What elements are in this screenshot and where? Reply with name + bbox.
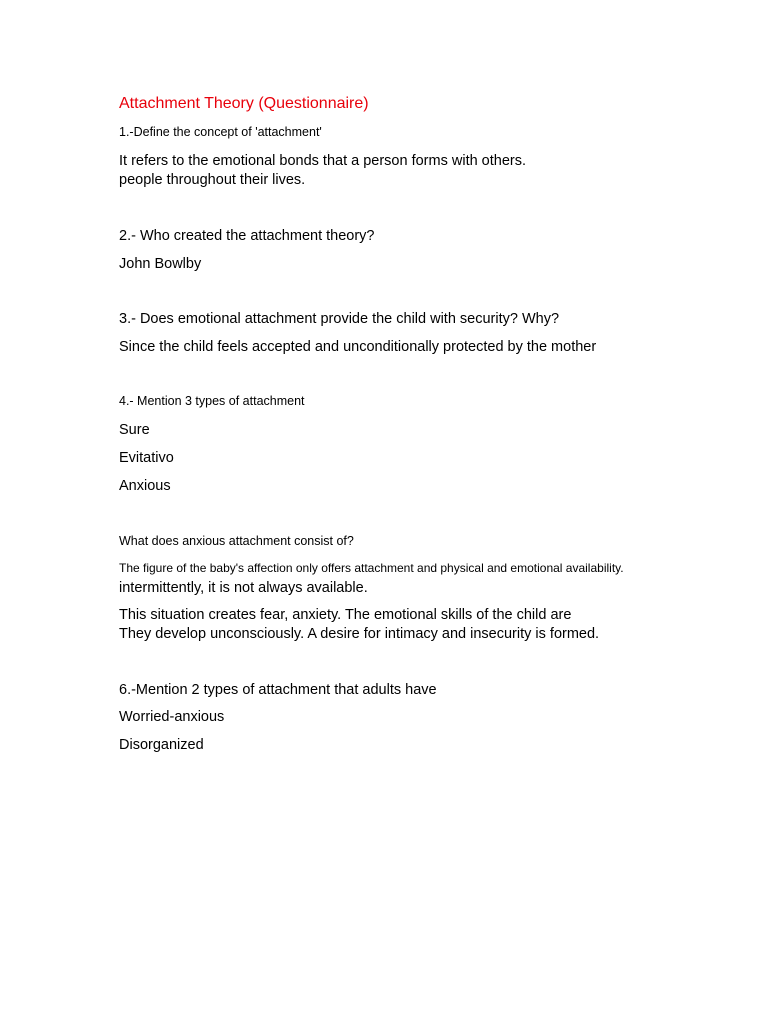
document-title: Attachment Theory (Questionnaire) — [119, 95, 369, 112]
answer-6-item: Disorganized — [119, 737, 204, 753]
question-2: 2.- Who created the attachment theory? — [119, 228, 375, 244]
question-6: 6.-Mention 2 types of attachment that adults have — [119, 682, 437, 698]
question-4: 4.- Mention 3 types of attachment — [119, 394, 305, 408]
answer-1-line-2: people throughout their lives. — [119, 172, 306, 188]
answer-5-line-1: The figure of the baby's affection only offers attachment and physical and emotional availability. — [119, 561, 624, 575]
answer-1-line-1: It refers to the emotional bonds that a person forms with others. — [119, 153, 527, 169]
answer-4-item: Anxious — [119, 478, 171, 494]
answer-4-item: Sure — [119, 422, 150, 438]
answer-5-line-3: This situation creates fear, anxiety. The emotional skills of the child are — [119, 607, 572, 623]
question-3: 3.- Does emotional attachment provide the child with security? Why? — [119, 311, 560, 327]
answer-3: Since the child feels accepted and unconditionally protected by the mother — [119, 339, 597, 355]
answer-5-line-4: They develop unconsciously. A desire for intimacy and insecurity is formed. — [119, 626, 600, 642]
answer-6-item: Worried-anxious — [119, 709, 225, 725]
answer-5-line-2: intermittently, it is not always available. — [119, 580, 368, 596]
question-1: 1.-Define the concept of 'attachment' — [119, 125, 322, 139]
question-5: What does anxious attachment consist of? — [119, 534, 354, 548]
answer-2: John Bowlby — [119, 256, 202, 272]
answer-4-item: Evitativo — [119, 450, 174, 466]
